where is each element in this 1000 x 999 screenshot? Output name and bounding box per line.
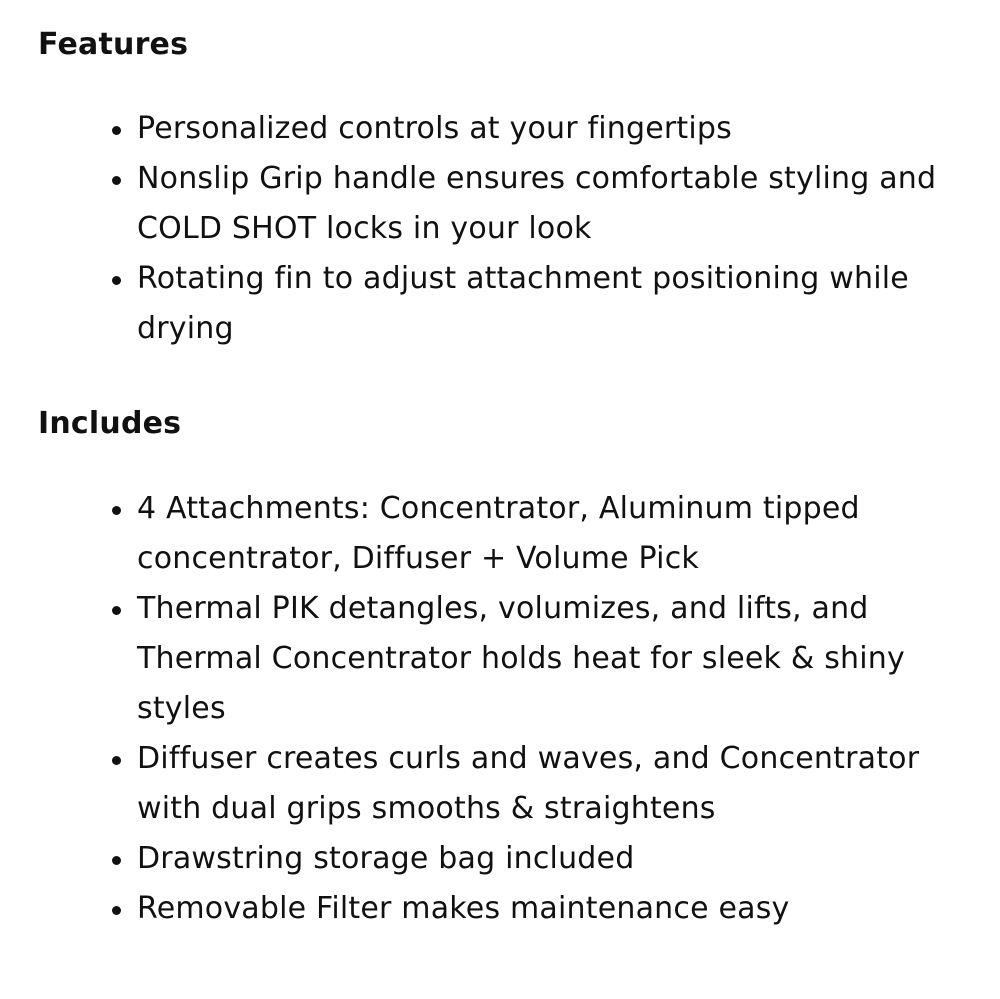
bullet-icon: [112, 506, 121, 515]
includes-list-item: [110, 834, 950, 884]
includes-heading: Includes: [38, 406, 182, 441]
features-list-item: [110, 254, 950, 354]
features-item-text: Nonslip Grip handle ensures comfortable styling and COLD SHOT locks in your look: [137, 161, 937, 246]
bullet-icon: [112, 606, 121, 615]
includes-list-item: [110, 484, 950, 584]
features-list: [110, 104, 950, 354]
features-item-text: Rotating fin to adjust attachment positioning while drying: [137, 261, 909, 346]
includes-item-text: 4 Attachments: Concentrator, Aluminum tipped concentrator, Diffuser + Volume Pick: [137, 491, 860, 576]
includes-item-text: Drawstring storage bag included: [137, 841, 635, 876]
features-list-item: [110, 154, 950, 254]
includes-list-item: [110, 584, 950, 734]
includes-item-text: Thermal PIK detangles, volumizes, and lifts, and Thermal Concentrator holds heat for sleek & shiny styles: [137, 591, 905, 726]
features-list-item: [110, 104, 950, 154]
includes-list-item: [110, 884, 950, 934]
includes-item-text: Removable Filter makes maintenance easy: [137, 891, 790, 926]
bullet-icon: [112, 906, 121, 915]
bullet-icon: [112, 756, 121, 765]
includes-list: [110, 484, 950, 934]
bullet-icon: [112, 126, 121, 135]
features-item-text: Personalized controls at your fingertips: [137, 111, 732, 146]
includes-list-item: [110, 734, 950, 834]
includes-item-text: Diffuser creates curls and waves, and Concentrator with dual grips smooths & straightens: [137, 741, 920, 826]
bullet-icon: [112, 856, 121, 865]
bullet-icon: [112, 276, 121, 285]
bullet-icon: [112, 176, 121, 185]
features-heading: Features: [38, 27, 189, 62]
